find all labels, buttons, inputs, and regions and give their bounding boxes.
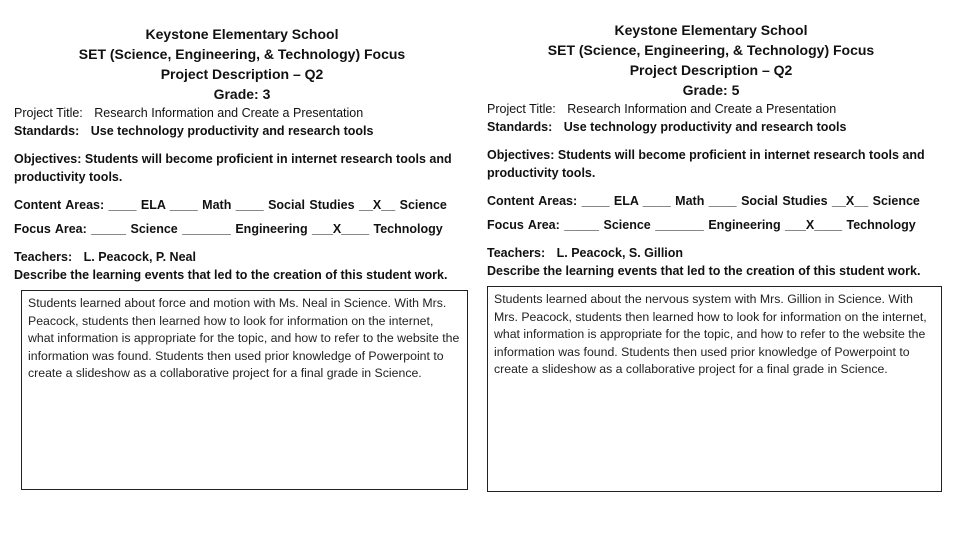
focus-heading: SET (Science, Engineering, & Technology) Focus xyxy=(547,42,875,58)
describe-prompt: Describe the learning events that led to the creation of this student work. xyxy=(487,264,921,278)
standards-row xyxy=(14,122,470,140)
project-heading: Project Description – Q2 xyxy=(629,62,793,78)
objectives: Objectives: Students will become proficient in internet research tools and productivity tools. xyxy=(487,148,925,180)
project-title-row xyxy=(14,104,470,122)
school-name: Keystone Elementary School xyxy=(145,26,339,42)
teachers-value: L. Peacock, P. Neal xyxy=(83,250,196,264)
focus-heading: SET (Science, Engineering, & Technology) Focus xyxy=(78,46,406,62)
description-box xyxy=(487,286,942,492)
teachers-row xyxy=(14,248,470,266)
standards-label: Standards: xyxy=(487,120,553,134)
project-title-label: Project Title: xyxy=(487,102,556,116)
focus-area: Focus Area: _____ Science _______ Engineering ___X____ Technology xyxy=(14,222,443,236)
teachers-label: Teachers: xyxy=(487,246,546,260)
project-title-value: Research Information and Create a Presentation xyxy=(94,106,364,120)
project-title-label: Project Title: xyxy=(14,106,83,120)
teachers-label: Teachers: xyxy=(14,250,73,264)
project-heading: Project Description – Q2 xyxy=(160,66,324,82)
standards-label: Standards: xyxy=(14,124,80,138)
description-box xyxy=(21,290,468,490)
project-sheet-grade-3 xyxy=(14,0,470,490)
teachers-row xyxy=(480,244,942,262)
grade-heading: Grade: 5 xyxy=(682,82,740,98)
describe-prompt: Describe the learning events that led to the creation of this student work. xyxy=(14,268,448,282)
teachers-value: L. Peacock, S. Gillion xyxy=(556,246,684,260)
project-title-value: Research Information and Create a Presentation xyxy=(567,102,837,116)
grade-heading: Grade: 3 xyxy=(213,86,271,102)
standards-row xyxy=(480,118,942,136)
project-title-row xyxy=(480,100,942,118)
project-sheet-grade-5 xyxy=(480,0,942,492)
standards-value: Use technology productivity and research tools xyxy=(563,120,847,134)
objectives: Objectives: Students will become proficient in internet research tools and productivity tools. xyxy=(14,152,452,184)
school-name: Keystone Elementary School xyxy=(614,22,808,38)
standards-value: Use technology productivity and research tools xyxy=(90,124,374,138)
focus-area: Focus Area: _____ Science _______ Engineering ___X____ Technology xyxy=(487,218,916,232)
description-text: Students learned about the nervous system with Mrs. Gillion in Science. With Mrs. Peacock, students then learned how to look for information on the internet, what information is appropriate for the topic, and how to refer to the website the information was found. Students then used prior knowledge of Powerpoint to create a slideshow as a collaborative project for a final grade in Science. xyxy=(494,292,927,376)
content-areas: Content Areas: ____ ELA ____ Math ____ Social Studies __X__ Science xyxy=(487,194,920,208)
description-text: Students learned about force and motion with Ms. Neal in Science. With Mrs. Peacock, students then learned how to look for information on the internet, what information is appropriate for the topic, and how to refer to the website the information was found. Students then used prior knowledge of Powerpoint to create a slideshow as a collaborative project for a final grade in Science. xyxy=(28,296,460,380)
content-areas: Content Areas: ____ ELA ____ Math ____ Social Studies __X__ Science xyxy=(14,198,447,212)
